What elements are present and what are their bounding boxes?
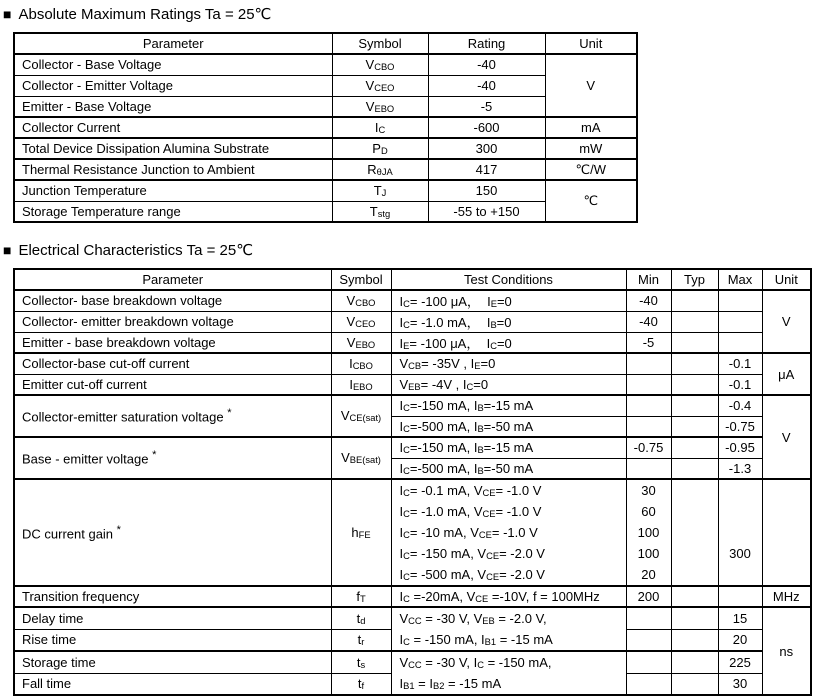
param-cell: Delay time xyxy=(14,607,331,629)
min-cell: 200 xyxy=(626,586,671,607)
max-cell xyxy=(718,586,762,607)
typ-cell xyxy=(671,395,718,416)
test-conditions-cell: $I_E= -100$ μA， $I_C=0$ xyxy=(391,332,626,353)
test-condition-line: $I_C= -1.0$ mA, $V_{CE}= -1.0$ V xyxy=(399,504,542,520)
min-value: 100 xyxy=(637,525,660,540)
table-row xyxy=(14,353,811,374)
symbol-cell: $V_{CBO}$ xyxy=(331,290,391,311)
col-symbol: Symbol xyxy=(331,269,391,290)
max-cell: 20 xyxy=(718,629,762,651)
table-row xyxy=(14,117,637,138)
table-row xyxy=(14,159,637,180)
max-cell xyxy=(718,479,762,586)
elec-char-header-row xyxy=(14,269,811,290)
param-cell: Storage Temperature range xyxy=(14,201,332,222)
rating-cell: -40 xyxy=(428,75,545,96)
test-condition-line: $V_{CC} = -30$ V, $V_{EB} = -2.0$ V, xyxy=(399,611,547,627)
max-cell: -0.95 xyxy=(718,437,762,458)
param-cell: Transition frequency xyxy=(14,586,331,607)
typ-cell xyxy=(671,332,718,353)
symbol-cell: $V_{CEO}$ xyxy=(331,311,391,332)
param-cell: Emitter - Base Voltage xyxy=(14,96,332,117)
test-conditions-cell xyxy=(391,651,626,695)
elec-char-title-text: Electrical Characteristics Ta = 25℃ xyxy=(18,242,254,259)
typ-cell xyxy=(671,311,718,332)
param-cell: Collector - Emitter Voltage xyxy=(14,75,332,96)
rating-cell: 300 xyxy=(428,138,545,159)
test-conditions-cell: $I_C=-150$ mA, $I_B=-15$ mA xyxy=(391,437,626,458)
test-conditions-cell xyxy=(391,607,626,651)
typ-cell xyxy=(671,651,718,673)
unit-cell: ns xyxy=(762,607,811,695)
abs-max-title xyxy=(3,3,815,26)
param-cell: Thermal Resistance Junction to Ambient xyxy=(14,159,332,180)
param-cell: Collector- emitter breakdown voltage xyxy=(14,311,331,332)
section-bullet-icon: ■ xyxy=(3,242,12,258)
table-row xyxy=(14,96,637,117)
unit-cell: mA xyxy=(545,117,637,138)
col-unit: Unit xyxy=(762,269,811,290)
param-cell: Emitter cut-off current xyxy=(14,374,331,395)
max-cell: 225 xyxy=(718,651,762,673)
param-cell: Total Device Dissipation Alumina Substrate xyxy=(14,138,332,159)
min-cell xyxy=(626,629,671,651)
param-cell: Collector - Base Voltage xyxy=(14,54,332,75)
unit-cell: ℃/W xyxy=(545,159,637,180)
min-cell xyxy=(626,458,671,479)
min-cell xyxy=(626,395,671,416)
rating-cell: 417 xyxy=(428,159,545,180)
table-row xyxy=(14,54,637,75)
param-cell: Emitter - base breakdown voltage xyxy=(14,332,331,353)
test-conditions-cell: $I_C=-500$ mA, $I_B=-50$ mA xyxy=(391,416,626,437)
table-row xyxy=(14,586,811,607)
max-value xyxy=(719,522,762,543)
unit-cell: ℃ xyxy=(545,180,637,222)
typ-cell xyxy=(671,416,718,437)
param-cell: Collector Current xyxy=(14,117,332,138)
min-value: 100 xyxy=(637,546,660,561)
test-condition-line: $V_{CC} = -30$ V, $I_C = -150$ mA, xyxy=(399,655,552,671)
test-condition-line: $I_C = -150$ mA, $I_{B1} = -15$ mA xyxy=(399,632,553,648)
min-value: 20 xyxy=(641,567,656,582)
col-test-conditions: Test Conditions xyxy=(391,269,626,290)
table-row xyxy=(14,311,811,332)
param-cell: Fall time xyxy=(14,673,331,695)
test-conditions-cell: $V_{EB}= -4V$ , $I_C=0$ xyxy=(391,374,626,395)
section-bullet-icon: ■ xyxy=(3,6,12,22)
table-row xyxy=(14,180,637,201)
typ-cell xyxy=(671,586,718,607)
table-row xyxy=(14,651,811,673)
col-symbol: Symbol xyxy=(332,33,428,54)
symbol-cell: $t_s$ xyxy=(331,651,391,673)
test-conditions-cell: $I_C=-500$ mA, $I_B=-50$ mA xyxy=(391,458,626,479)
symbol-cell: $V_{CE(sat)}$ xyxy=(331,395,391,437)
table-row xyxy=(14,138,637,159)
max-value: 300 xyxy=(729,546,751,561)
table-row xyxy=(14,437,811,458)
unit-cell: V xyxy=(545,54,637,117)
rating-cell: -600 xyxy=(428,117,545,138)
symbol-cell: $V_{CBO}$ xyxy=(332,54,428,75)
test-condition-line: $I_C= -0.1$ mA, $V_{CE}= -1.0$ V xyxy=(399,483,542,499)
symbol-cell: $I_{CBO}$ xyxy=(331,353,391,374)
table-row xyxy=(14,607,811,629)
max-cell: -0.1 xyxy=(718,353,762,374)
param-cell: DC current gain * xyxy=(14,479,331,586)
unit-cell xyxy=(762,479,811,586)
table-row xyxy=(14,479,811,586)
typ-cell xyxy=(671,479,718,586)
symbol-cell: $T_{stg}$ xyxy=(332,201,428,222)
min-cell: -40 xyxy=(626,311,671,332)
typ-cell xyxy=(671,458,718,479)
max-cell xyxy=(718,290,762,311)
unit-cell: V xyxy=(762,395,811,479)
max-cell: 15 xyxy=(718,607,762,629)
max-cell: -1.3 xyxy=(718,458,762,479)
max-value xyxy=(719,480,762,501)
symbol-cell: $I_C$ xyxy=(332,117,428,138)
symbol-cell: $I_{EBO}$ xyxy=(331,374,391,395)
max-cell xyxy=(718,332,762,353)
param-cell: Collector- base breakdown voltage xyxy=(14,290,331,311)
symbol-cell: $V_{EBO}$ xyxy=(332,96,428,117)
typ-cell xyxy=(671,290,718,311)
min-cell: -40 xyxy=(626,290,671,311)
abs-max-header-row xyxy=(14,33,637,54)
table-row xyxy=(14,374,811,395)
col-typ: Typ xyxy=(671,269,718,290)
rating-cell: 150 xyxy=(428,180,545,201)
table-row xyxy=(14,201,637,222)
typ-cell xyxy=(671,673,718,695)
param-cell: Collector-base cut-off current xyxy=(14,353,331,374)
col-min: Min xyxy=(626,269,671,290)
rating-cell: -55 to +150 xyxy=(428,201,545,222)
typ-cell xyxy=(671,353,718,374)
table-row xyxy=(14,290,811,311)
test-condition-line: $I_C= -10$ mA, $V_{CE}= -1.0$ V xyxy=(399,525,538,541)
param-cell: Junction Temperature xyxy=(14,180,332,201)
abs-max-table xyxy=(13,32,638,223)
min-cell: -5 xyxy=(626,332,671,353)
test-conditions-cell: $I_C= -1.0$ mA， $I_B=0$ xyxy=(391,311,626,332)
test-condition-line: $I_C= -150$ mA, $V_{CE}= -2.0$ V xyxy=(399,546,545,562)
abs-max-title-text: Absolute Maximum Ratings Ta = 25℃ xyxy=(18,6,272,23)
typ-cell xyxy=(671,374,718,395)
table-row xyxy=(14,75,637,96)
param-cell: Storage time xyxy=(14,651,331,673)
table-row xyxy=(14,395,811,416)
max-cell: -0.4 xyxy=(718,395,762,416)
symbol-cell: $f_T$ xyxy=(331,586,391,607)
symbol-cell: $P_D$ xyxy=(332,138,428,159)
symbol-cell: $V_{BE(sat)}$ xyxy=(331,437,391,479)
param-cell: Rise time xyxy=(14,629,331,651)
symbol-cell: $h_{FE}$ xyxy=(331,479,391,586)
unit-cell: MHz xyxy=(762,586,811,607)
min-cell: -0.75 xyxy=(626,437,671,458)
test-conditions-cell: $I_C=-150$ mA, $I_B=-15$ mA xyxy=(391,395,626,416)
min-cell xyxy=(626,673,671,695)
min-cell xyxy=(626,651,671,673)
rating-cell: -5 xyxy=(428,96,545,117)
col-parameter: Parameter xyxy=(14,269,331,290)
test-conditions-cell: $V_{CB}= -35V$ , $I_E=0$ xyxy=(391,353,626,374)
unit-cell: V xyxy=(762,290,811,353)
min-value: 60 xyxy=(641,504,656,519)
symbol-cell: $V_{EBO}$ xyxy=(331,332,391,353)
min-cell xyxy=(626,416,671,437)
max-cell: 30 xyxy=(718,673,762,695)
col-rating: Rating xyxy=(428,33,545,54)
max-value xyxy=(719,564,762,585)
typ-cell xyxy=(671,437,718,458)
max-cell: -0.75 xyxy=(718,416,762,437)
symbol-cell: $t_d$ xyxy=(331,607,391,629)
elec-char-table xyxy=(13,268,812,696)
min-value: 30 xyxy=(641,483,656,498)
rating-cell: -40 xyxy=(428,54,545,75)
min-cell xyxy=(626,607,671,629)
min-cell xyxy=(626,353,671,374)
typ-cell xyxy=(671,607,718,629)
max-cell xyxy=(718,311,762,332)
symbol-cell: $T_J$ xyxy=(332,180,428,201)
test-condition-line: $I_{B1} = I_{B2} = -15$ mA xyxy=(399,676,502,692)
test-conditions-cell: $I_C= -100$ μA， $I_E=0$ xyxy=(391,290,626,311)
col-parameter: Parameter xyxy=(14,33,332,54)
test-condition-line: $I_C= -500$ mA, $V_{CE}= -2.0$ V xyxy=(399,567,545,583)
unit-cell: μA xyxy=(762,353,811,395)
min-cell xyxy=(626,374,671,395)
param-cell: Collector-emitter saturation voltage * xyxy=(14,395,331,437)
max-value xyxy=(719,501,762,522)
test-conditions-cell xyxy=(391,479,626,586)
typ-cell xyxy=(671,629,718,651)
param-cell: Base - emitter voltage * xyxy=(14,437,331,479)
max-cell: -0.1 xyxy=(718,374,762,395)
col-unit: Unit xyxy=(545,33,637,54)
elec-char-title xyxy=(3,239,815,262)
unit-cell: mW xyxy=(545,138,637,159)
symbol-cell: $t_r$ xyxy=(331,629,391,651)
symbol-cell: $V_{CEO}$ xyxy=(332,75,428,96)
symbol-cell: $t_f$ xyxy=(331,673,391,695)
test-conditions-cell: $I_C =-20mA$, $V_{CE} =-10V$, f = 100MHz xyxy=(391,586,626,607)
symbol-cell: $R_{\theta JA}$ xyxy=(332,159,428,180)
table-row xyxy=(14,332,811,353)
min-cell xyxy=(626,479,671,586)
col-max: Max xyxy=(718,269,762,290)
